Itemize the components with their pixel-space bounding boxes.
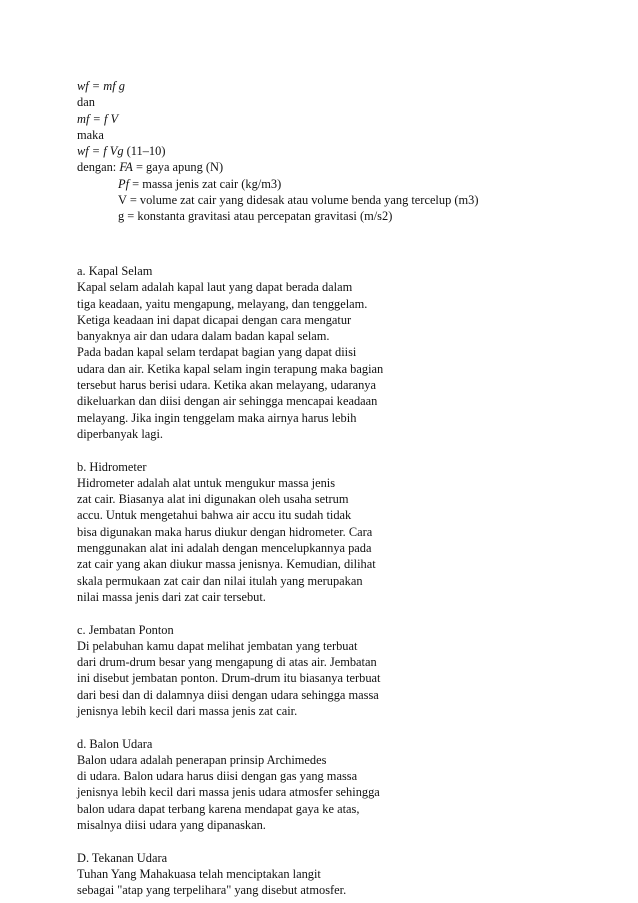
paragraph-line: jenisnya lebih kecil dari massa jenis zat cair. <box>77 703 298 718</box>
formula-reference: (11–10) <box>123 144 166 159</box>
definition-fa <box>77 159 597 175</box>
section-heading: a. Kapal Selam <box>77 263 153 278</box>
paragraph-line: zat cair. Biasanya alat ini digunakan oleh usaha setrum <box>77 492 349 507</box>
paragraph-line: diperbanyak lagi. <box>77 426 164 441</box>
paragraph-line: nilai massa jenis dari zat cair tersebut. <box>77 589 266 604</box>
definition-pf-text: = massa jenis zat cair (kg/m3) <box>129 176 282 191</box>
paragraph-line: dari besi dan di dalamnya diisi dengan udara sehingga massa <box>77 687 379 702</box>
formula-weight-fluid: wf = mf g <box>77 79 125 93</box>
formula-weight-volume <box>77 143 597 159</box>
paragraph-line: skala permukaan zat cair dan nilai itulah yang merupakan <box>77 573 363 588</box>
definition-pf <box>77 176 597 192</box>
paragraph-line: di udara. Balon udara harus diisi dengan gas yang massa <box>77 769 358 784</box>
paragraph-line: Di pelabuhan kamu dapat melihat jembatan yang terbuat <box>77 638 358 653</box>
connector-dan: dan <box>77 95 95 110</box>
formula-block <box>77 78 597 225</box>
paragraph-line: balon udara dapat terbang karena mendapat gaya ke atas, <box>77 801 360 816</box>
section-heading: b. Hidrometer <box>77 459 147 474</box>
connector-maka: maka <box>77 127 104 142</box>
paragraph-line: zat cair yang akan diukur massa jenisnya. Kemudian, dilihat <box>77 557 376 572</box>
paragraph-line: sebagai "atap yang terpelihara" yang disebut atmosfer. <box>77 883 347 898</box>
paragraph-line: Kapal selam adalah kapal laut yang dapat berada dalam <box>77 280 353 295</box>
paragraph-line: menggunakan alat ini adalah dengan mencelupkannya pada <box>77 541 372 556</box>
paragraph-line: tiga keadaan, yaitu mengapung, melayang, dan tenggelam. <box>77 296 368 311</box>
section-balon-udara <box>77 736 597 834</box>
paragraph-line: Ketiga keadaan ini dapat dicapai dengan cara mengatur <box>77 312 352 327</box>
paragraph-line: melayang. Jika ingin tenggelam maka airnya harus lebih <box>77 410 357 425</box>
section-heading: c. Jembatan Ponton <box>77 622 174 637</box>
paragraph-line: Hidrometer adalah alat untuk mengukur massa jenis <box>77 475 336 490</box>
paragraph-line: accu. Untuk mengetahui bahwa air accu itu sudah tidak <box>77 508 352 523</box>
section-heading: D. Tekanan Udara <box>77 850 168 865</box>
section-kapal-selam <box>77 263 597 442</box>
symbol-pf: Pf <box>118 176 130 191</box>
paragraph-line: ini disebut jembatan ponton. Drum-drum itu biasanya terbuat <box>77 671 381 686</box>
definition-label: dengan: <box>77 160 120 175</box>
definition-fa-text: = gaya apung (N) <box>132 160 224 175</box>
paragraph-line: tersebut harus berisi udara. Ketika akan melayang, udaranya <box>77 378 376 393</box>
paragraph-line: misalnya diisi udara yang dipanaskan. <box>77 818 266 833</box>
paragraph-line: jenisnya lebih kecil dari massa jenis udara atmosfer sehingga <box>77 785 380 800</box>
paragraph-line: Balon udara adalah penerapan prinsip Archimedes <box>77 752 327 767</box>
symbol-fa: FA <box>119 160 133 175</box>
definition-g: g = konstanta gravitasi atau percepatan gravitasi (m/s2) <box>118 209 393 224</box>
definition-v: V = volume zat cair yang didesak atau volume benda yang tercelup (m3) <box>118 193 479 208</box>
paragraph-line: banyaknya air dan udara dalam badan kapal selam. <box>77 329 330 344</box>
paragraph-line: bisa digunakan maka harus diukur dengan hidrometer. Cara <box>77 524 373 539</box>
paragraph-line: dikeluarkan dan diisi dengan air sehingga mencapai keadaan <box>77 394 378 409</box>
section-hidrometer <box>77 459 597 606</box>
paragraph-line: udara dan air. Ketika kapal selam ingin terapung maka bagian <box>77 361 384 376</box>
section-jembatan-ponton <box>77 622 597 720</box>
formula-mass-fluid: mf = f V <box>77 111 119 126</box>
section-heading: d. Balon Udara <box>77 736 153 751</box>
section-tekanan-udara <box>77 850 597 899</box>
document-body <box>77 78 597 899</box>
paragraph-line: Pada badan kapal selam terdapat bagian yang dapat diisi <box>77 345 357 360</box>
formula-weight-volume-expr: wf = f Vg <box>77 144 124 159</box>
paragraph-line: Tuhan Yang Mahakuasa telah menciptakan langit <box>77 866 321 881</box>
paragraph-line: dari drum-drum besar yang mengapung di atas air. Jembatan <box>77 655 377 670</box>
